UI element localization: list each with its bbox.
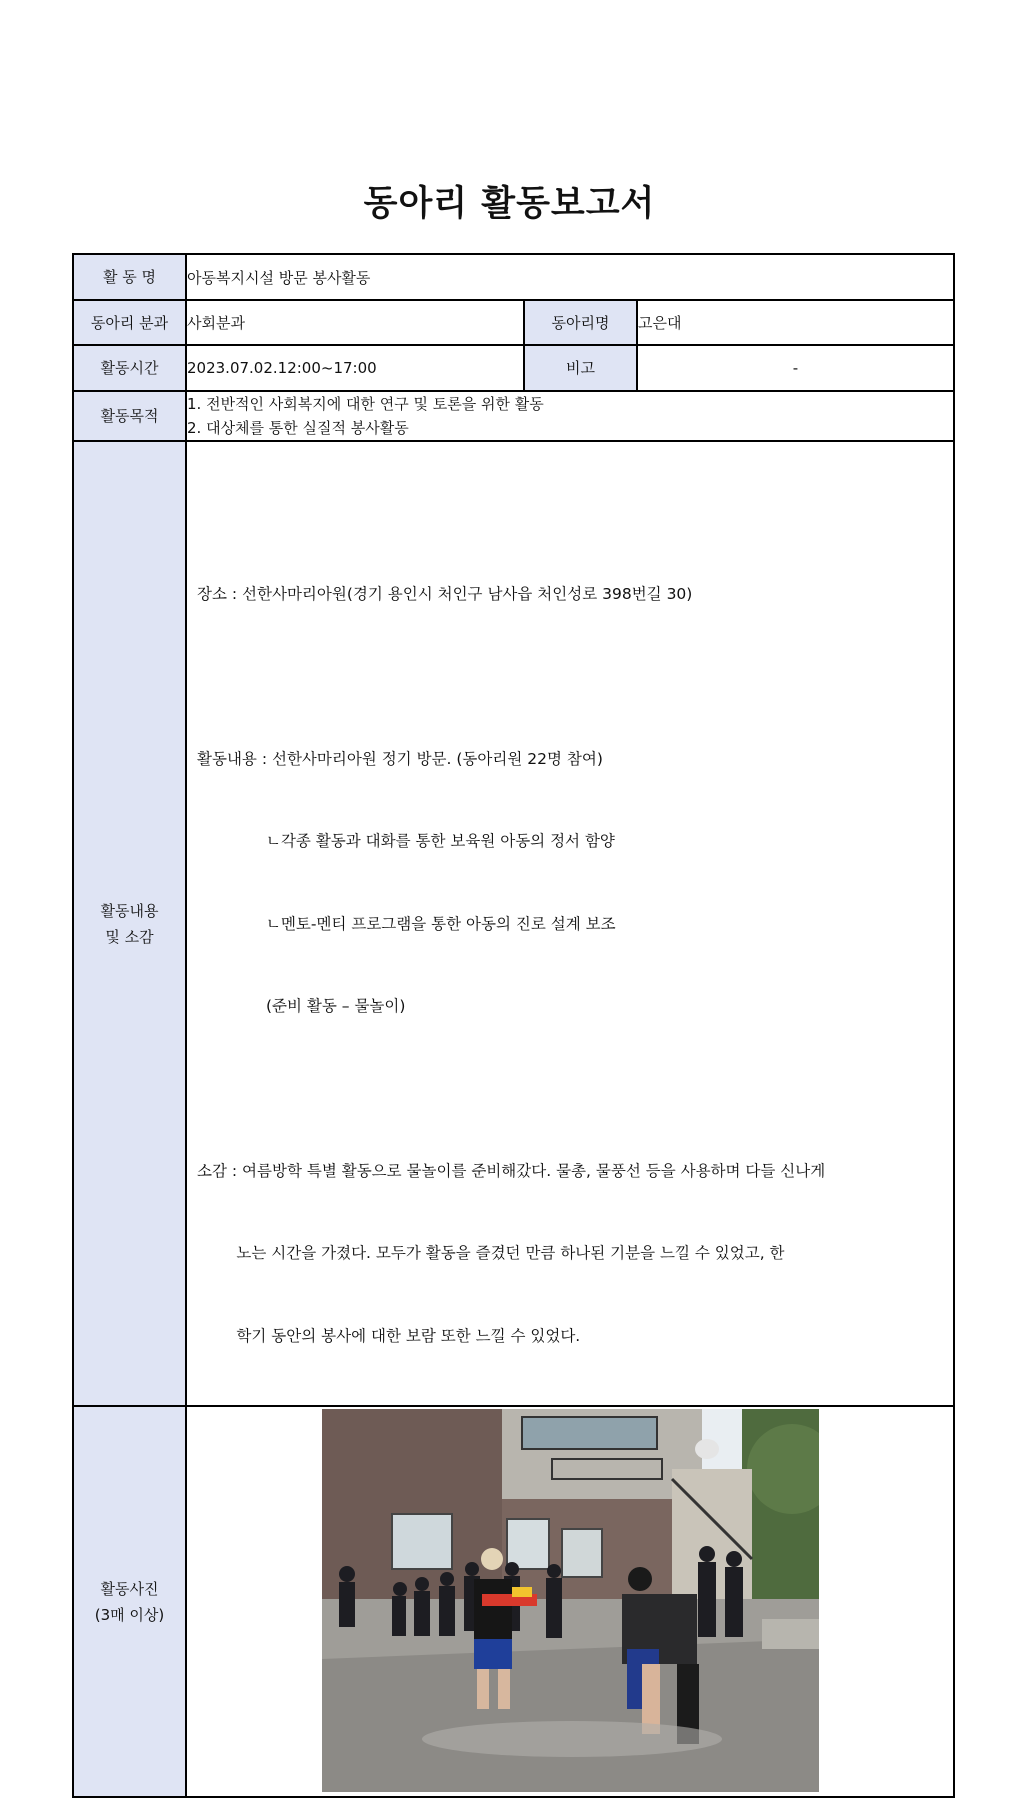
content-text — [187, 442, 953, 1405]
row-purpose — [73, 391, 954, 441]
purpose-value — [186, 391, 954, 441]
report-table — [72, 253, 955, 1798]
location-text: 장소 : 선한사마리아원(경기 용인시 처인구 남사읍 처인성로 398번길 30) — [197, 585, 693, 603]
row-photos — [73, 1406, 954, 1797]
content-value — [186, 441, 954, 1406]
activity-time-label: 활동시간 — [73, 345, 186, 391]
purpose-label: 활동목적 — [73, 391, 186, 441]
purpose-item: 1. 전반적인 사회복지에 대한 연구 및 토론을 위한 활동 — [187, 395, 544, 413]
content-label-line: 활동내용 — [100, 901, 159, 920]
activity-line: 활동내용 : 선한사마리아원 정기 방문. (동아리원 22명 참여) — [197, 749, 603, 768]
row-time — [73, 345, 954, 391]
activity-line: (준비 활동 – 물놀이) — [197, 997, 406, 1015]
club-division-value: 사회분과 — [186, 300, 524, 345]
activity-photo — [322, 1409, 819, 1792]
row-club — [73, 300, 954, 345]
photos-label — [73, 1406, 186, 1797]
impression-line: 학기 동안의 봉사에 대한 보람 또한 느낄 수 있었다. — [197, 1326, 581, 1345]
club-name-label: 동아리명 — [524, 300, 637, 345]
row-activity-name — [73, 254, 954, 300]
club-division-label: 동아리 분과 — [73, 300, 186, 345]
remarks-label: 비고 — [524, 345, 637, 391]
activity-line: ㄴ멘토-멘티 프로그램을 통한 아동의 진로 설계 보조 — [197, 914, 616, 933]
activity-line: ㄴ각종 활동과 대화를 통한 보육원 아동의 정서 함양 — [197, 832, 615, 850]
activity-name-label: 활 동 명 — [73, 254, 186, 300]
impression-line: 노는 시간을 가졌다. 모두가 활동을 즐겼던 만큼 하나된 기분을 느낄 수 있었고, 한 — [197, 1244, 785, 1262]
photos-value — [186, 1406, 954, 1797]
content-label-line: 및 소감 — [105, 927, 154, 946]
remarks-value: - — [637, 345, 954, 391]
content-label — [73, 441, 186, 1406]
activity-time-value: 2023.07.02.12:00~17:00 — [186, 345, 524, 391]
impression-line: 소감 : 여름방학 특별 활동으로 물놀이를 준비해갔다. 물총, 물풍선 등을 사용하며 다들 신나게 — [197, 1161, 826, 1180]
document-title: 동아리 활동보고서 — [363, 184, 656, 224]
club-name-value: 고은대 — [637, 300, 954, 345]
row-content — [73, 441, 954, 1406]
activity-name-value: 아동복지시설 방문 봉사활동 — [186, 254, 954, 300]
photos-label-line: 활동사진 — [100, 1579, 159, 1598]
photos-label-line: (3매 이상) — [94, 1605, 165, 1624]
purpose-item: 2. 대상체를 통한 실질적 봉사활동 — [187, 419, 409, 437]
